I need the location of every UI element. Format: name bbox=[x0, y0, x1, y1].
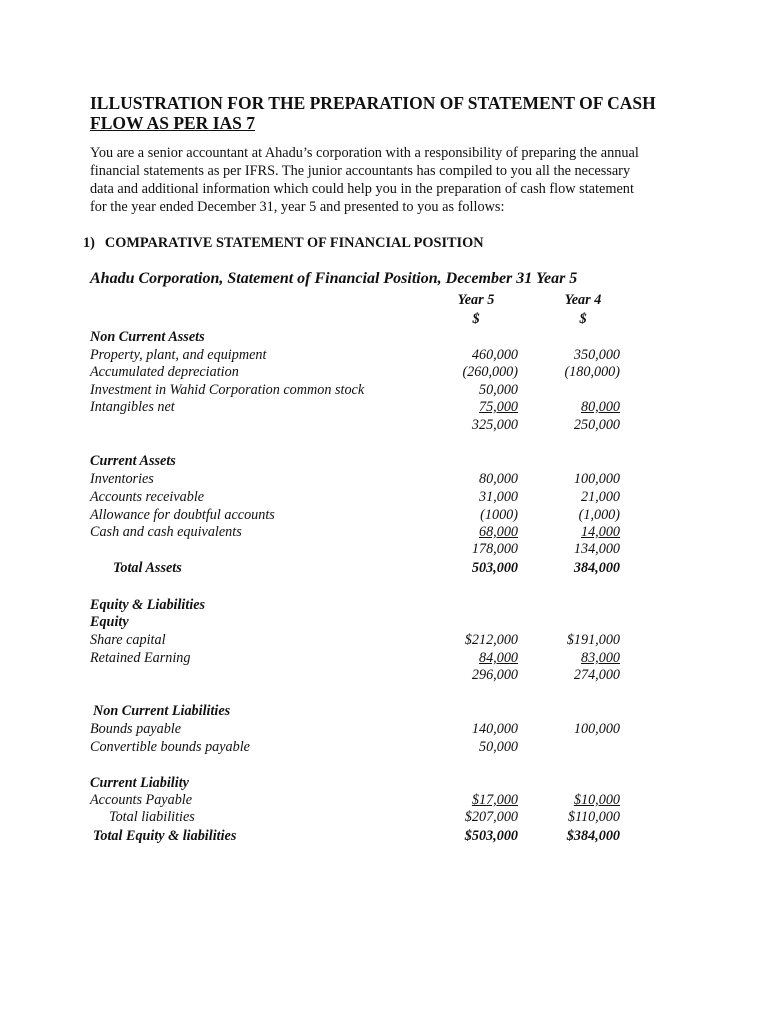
table-row bbox=[90, 649, 630, 667]
currency-header-row bbox=[90, 310, 630, 328]
intro-line: data and additional information which could help you in the preparation of cash flow statement bbox=[90, 181, 634, 197]
row-label: Share capital bbox=[90, 632, 166, 648]
table-row bbox=[90, 738, 630, 756]
value-year-5: $503,000 bbox=[464, 828, 518, 844]
total-equity-liabilities-row bbox=[90, 827, 630, 845]
value-year-4: 21,000 bbox=[580, 489, 620, 505]
value-year-4: 80,000 bbox=[580, 399, 620, 415]
value-year-5: 75,000 bbox=[478, 399, 518, 415]
section-row bbox=[90, 774, 630, 792]
column-header-row bbox=[90, 291, 630, 309]
row-label: Current Assets bbox=[90, 453, 176, 469]
intro-line: You are a senior accountant at Ahadu’s corporation with a responsibility of preparing the annual bbox=[90, 145, 639, 161]
row-label: Accounts Payable bbox=[90, 792, 193, 808]
table-row bbox=[90, 363, 630, 381]
value-year-5: (1000) bbox=[480, 507, 518, 523]
value-year-4: $191,000 bbox=[566, 632, 620, 648]
section-row bbox=[90, 613, 630, 631]
value-year-4: 100,000 bbox=[573, 721, 620, 737]
table-row bbox=[90, 346, 630, 364]
subtotal-row bbox=[90, 416, 630, 434]
row-label: Total Assets bbox=[113, 560, 182, 576]
table-row bbox=[90, 381, 630, 399]
row-label: Non Current Liabilities bbox=[93, 703, 231, 719]
value-year-4: 83,000 bbox=[580, 650, 620, 666]
row-label: Cash and cash equivalents bbox=[90, 524, 242, 540]
row-label: Equity bbox=[90, 614, 129, 630]
value-year-4: 250,000 bbox=[573, 417, 620, 433]
row-label: Inventories bbox=[90, 471, 154, 487]
row-label: Accumulated depreciation bbox=[90, 364, 239, 380]
total-assets-row bbox=[90, 559, 630, 577]
value-year-4: (1,000) bbox=[578, 507, 620, 523]
value-year-5: 460,000 bbox=[471, 347, 518, 363]
row-label: Intangibles net bbox=[90, 399, 175, 415]
value-year-5: 296,000 bbox=[471, 667, 518, 683]
document-title-line-2: FLOW AS PER IAS 7 bbox=[90, 113, 255, 133]
column-header-year-4: Year 4 bbox=[564, 292, 602, 308]
value-year-5: 50,000 bbox=[478, 382, 518, 398]
table-row bbox=[90, 720, 630, 738]
currency-year-5: $ bbox=[472, 311, 480, 327]
value-year-4: 14,000 bbox=[580, 524, 620, 540]
value-year-4: 384,000 bbox=[573, 560, 620, 576]
value-year-5: 503,000 bbox=[471, 560, 518, 576]
section-heading bbox=[83, 235, 484, 252]
value-year-5: $17,000 bbox=[471, 792, 518, 808]
intro-line: financial statements as per IFRS. The junior accountants has compiled to you all the necessary bbox=[90, 163, 631, 179]
section-row bbox=[90, 702, 630, 720]
value-year-4: $110,000 bbox=[567, 809, 620, 825]
row-label: Total liabilities bbox=[109, 809, 195, 825]
total-liabilities-row bbox=[90, 808, 630, 826]
table-row bbox=[90, 488, 630, 506]
value-year-4: (180,000) bbox=[564, 364, 620, 380]
section-row bbox=[90, 452, 630, 470]
statement-title: Ahadu Corporation, Statement of Financial Position, December 31 Year 5 bbox=[90, 270, 578, 287]
row-label: Retained Earning bbox=[90, 650, 191, 666]
subtotal-row bbox=[90, 540, 630, 558]
row-label: Equity & Liabilities bbox=[90, 597, 206, 613]
column-header-year-5: Year 5 bbox=[457, 292, 495, 308]
value-year-4: 134,000 bbox=[573, 541, 620, 557]
row-label: Bounds payable bbox=[90, 721, 182, 737]
value-year-4: 350,000 bbox=[573, 347, 620, 363]
row-label: Total Equity & liabilities bbox=[93, 828, 237, 844]
row-label: Property, plant, and equipment bbox=[90, 347, 267, 363]
table-row bbox=[90, 398, 630, 416]
table-row bbox=[90, 470, 630, 488]
row-label: Convertible bounds payable bbox=[90, 739, 250, 755]
value-year-4: 100,000 bbox=[573, 471, 620, 487]
row-label: Investment in Wahid Corporation common stock bbox=[90, 382, 365, 398]
table-row bbox=[90, 631, 630, 649]
value-year-4: 274,000 bbox=[573, 667, 620, 683]
table-row bbox=[90, 791, 630, 809]
table-row bbox=[90, 523, 630, 541]
row-label: Current Liability bbox=[90, 775, 189, 791]
section-row bbox=[90, 328, 630, 346]
row-label: Allowance for doubtful accounts bbox=[90, 507, 275, 523]
section-title: COMPARATIVE STATEMENT OF FINANCIAL POSITION bbox=[104, 235, 484, 251]
intro-paragraph bbox=[90, 144, 680, 216]
value-year-5: 50,000 bbox=[478, 739, 518, 755]
currency-year-4: $ bbox=[579, 311, 587, 327]
value-year-5: 80,000 bbox=[478, 471, 518, 487]
row-label: Accounts receivable bbox=[90, 489, 205, 505]
value-year-4: $384,000 bbox=[566, 828, 620, 844]
document-title bbox=[90, 93, 710, 133]
value-year-5: 68,000 bbox=[478, 524, 518, 540]
section-number: 1) bbox=[83, 235, 95, 251]
value-year-5: $207,000 bbox=[464, 809, 518, 825]
value-year-4: $10,000 bbox=[573, 792, 620, 808]
intro-line: for the year ended December 31, year 5 and presented to you as follows: bbox=[90, 199, 505, 215]
value-year-5: (260,000) bbox=[462, 364, 518, 380]
value-year-5: 31,000 bbox=[478, 489, 518, 505]
value-year-5: $212,000 bbox=[464, 632, 518, 648]
value-year-5: 325,000 bbox=[471, 417, 518, 433]
value-year-5: 140,000 bbox=[471, 721, 518, 737]
subtotal-row bbox=[90, 666, 630, 684]
value-year-5: 84,000 bbox=[478, 650, 518, 666]
table-row bbox=[90, 506, 630, 524]
document-title-line-1: ILLUSTRATION FOR THE PREPARATION OF STATEMENT OF CASH bbox=[90, 93, 656, 113]
row-label: Non Current Assets bbox=[90, 329, 205, 345]
value-year-5: 178,000 bbox=[471, 541, 518, 557]
section-row bbox=[90, 596, 630, 614]
